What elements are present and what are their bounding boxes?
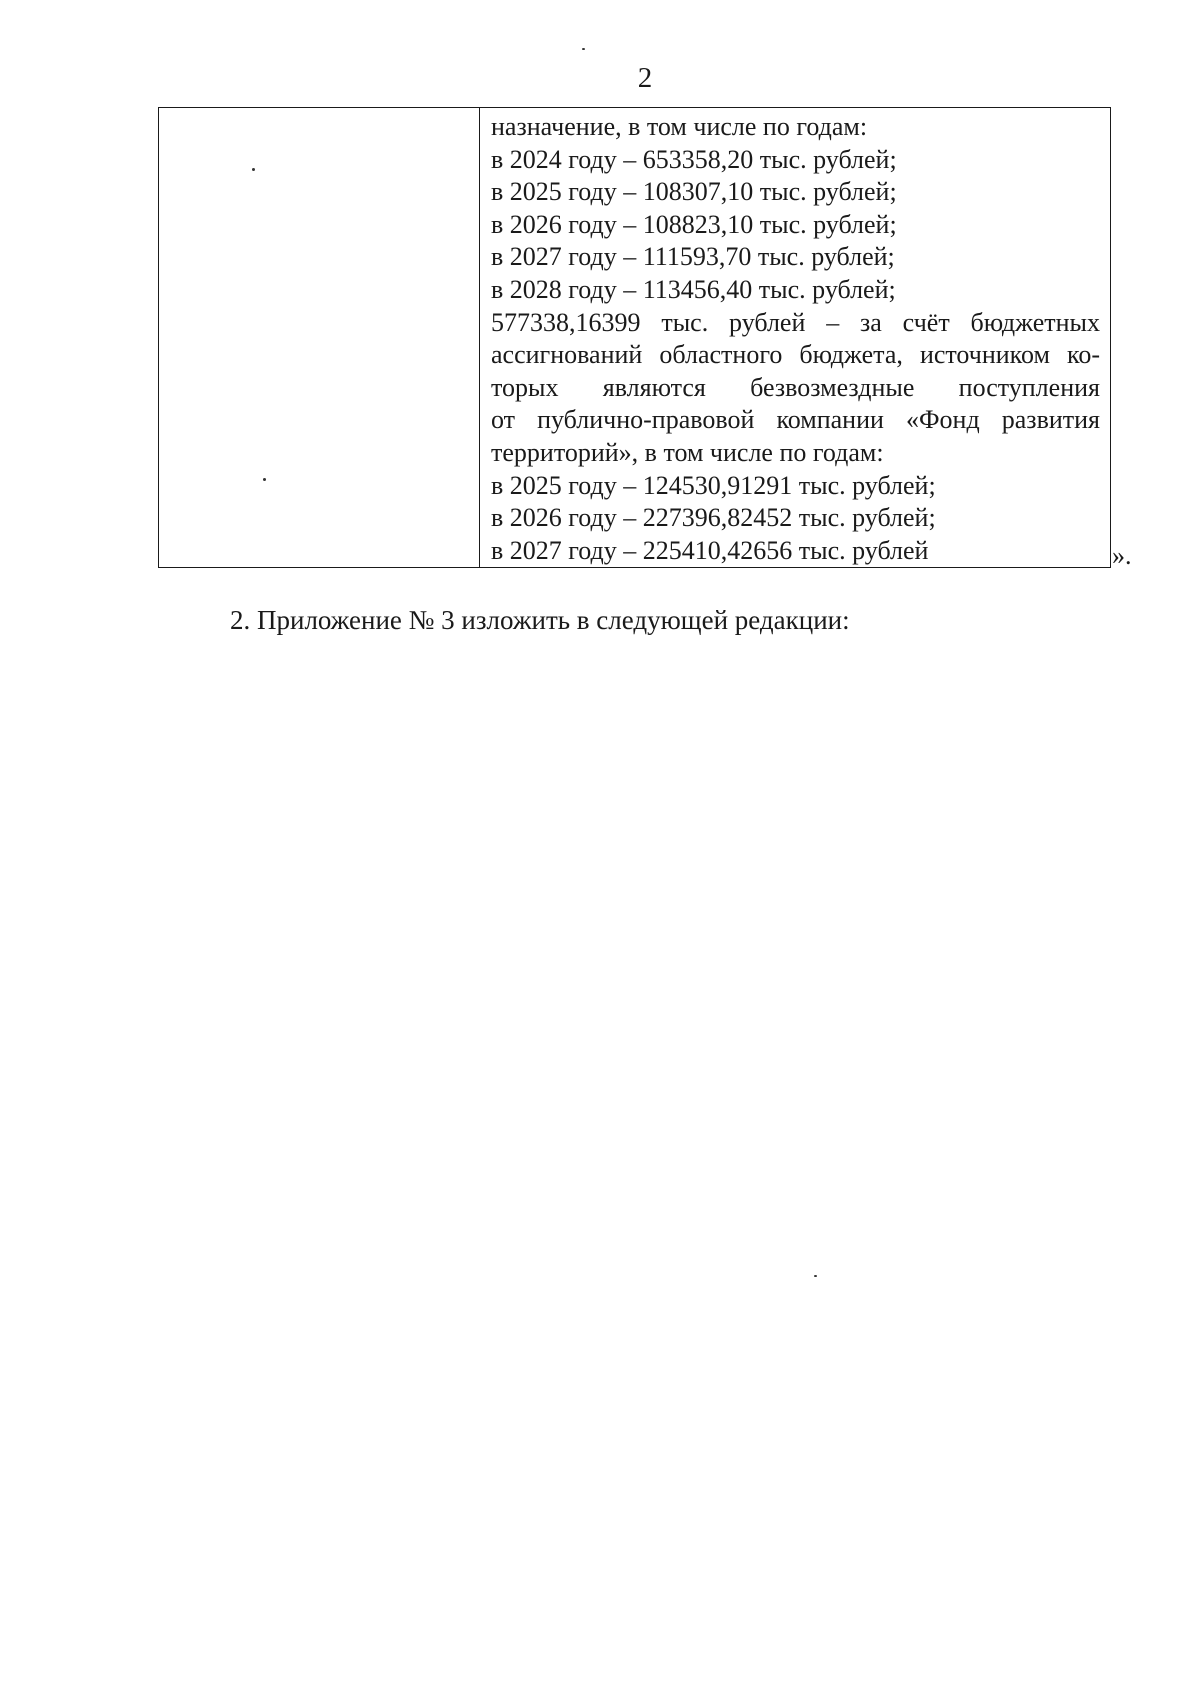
table-column-divider [479, 107, 480, 568]
cell-line: назначение, в том числе по годам: [491, 112, 868, 141]
cell-line: в 2025 году – 108307,10 тыс. рублей; [491, 177, 897, 207]
cell-line: торых являются безвозмездные поступления [491, 372, 1100, 402]
cell-line: в 2026 году – 227396,82452 тыс. рублей; [491, 503, 936, 533]
paragraph-item-2: 2. Приложение № 3 изложить в следующей редакции: [230, 605, 850, 635]
cell-line: в 2024 году – 653358,20 тыс. рублей; [491, 144, 897, 174]
cell-line: территорий», в том числе по годам: [491, 437, 884, 467]
cell-line: от публично-правовой компании «Фонд развития [491, 405, 1100, 435]
cell-line: в 2025 году – 124530,91291 тыс. рублей; [491, 470, 936, 500]
closing-quote-mark: ». [1112, 541, 1132, 570]
table-right-cell [491, 111, 1100, 567]
cell-line: в 2027 году – 225410,42656 тыс. рублей [491, 535, 929, 565]
cell-line: 577338,16399 тыс. рублей – за счёт бюджетных [491, 307, 1100, 337]
cell-line: в 2028 году – 113456,40 тыс. рублей; [491, 274, 896, 304]
page-number: 2 [637, 62, 653, 94]
cell-line: ассигнований областного бюджета, источником ко- [491, 340, 1100, 370]
cell-line: в 2027 году – 111593,70 тыс. рублей; [491, 242, 895, 272]
scan-speck [814, 1275, 817, 1277]
scan-speck [582, 48, 585, 50]
cell-line: в 2026 году – 108823,10 тыс. рублей; [491, 209, 897, 239]
